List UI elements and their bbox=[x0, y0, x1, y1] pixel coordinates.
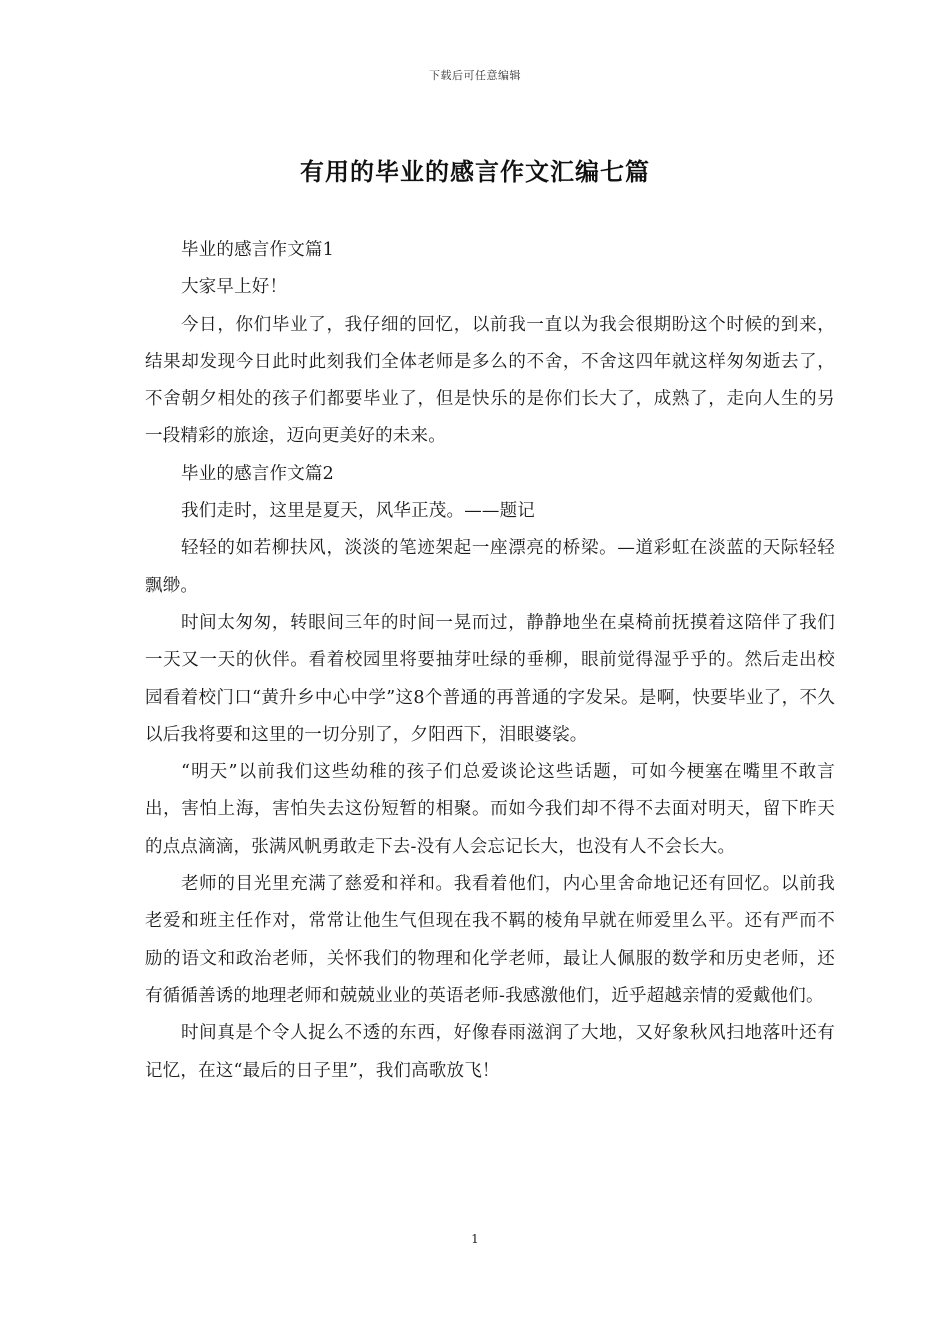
section-heading-2: 毕业的感言作文篇2 bbox=[181, 463, 334, 484]
section-heading-1: 毕业的感言作文篇1 bbox=[181, 240, 334, 260]
paragraph: 今日，你们毕业了，我仔细的回忆，以前我一直以为我会很期盼这个时候的到来，结果却发现今日此时此刻我们全体老师是多么的不舍，不舍这四年就这样匆匆逝去了，不舍朝夕相处的孩子们都要毕业了，但是快乐的是你们长大了，成熟了，走向人生的另一段精彩的旅途，迈向更美好的未来。 bbox=[145, 314, 835, 447]
paragraph: 时间太匆匆，转眼间三年的时间一晃而过，静静地坐在桌椅前抚摸着这陪伴了我们一天又一天的伙伴。看着校园里将要抽芽吐绿的垂柳，眼前觉得湿乎乎的。然后走出校园看着校门口“黄升乡中心中学”这8个普通的再普通的字发呆。是啊，快要毕业了，不久以后我将要和这里的一切分别了，夕阳西下，泪眼婆裟。 bbox=[145, 612, 835, 745]
header-note: 下载后可任意编辑 bbox=[429, 69, 521, 82]
paragraph: “明天”以前我们这些幼稚的孩子们总爱谈论这些话题，可如今梗塞在嘴里不敢言出，害怕上海，害怕失去这份短暂的相聚。而如今我们却不得不去面对明天，留下昨天的点点滴滴，张满风帆勇敢走下去-没有人会忘记长大，也没有人不会长大。 bbox=[145, 762, 835, 857]
paragraph: 时间真是个令人捉么不透的东西，好像春雨滋润了大地，又好象秋风扫地落叶还有记忆，在这“最后的日子里”，我们高歌放飞！ bbox=[145, 1023, 835, 1081]
greeting: 大家早上好！ bbox=[181, 277, 288, 298]
epigraph: 我们走时，这里是夏天，风华正茂。——题记 bbox=[181, 501, 535, 522]
paragraph: 轻轻的如若柳扶风，淡淡的笔迹架起一座漂亮的桥梁。—道彩虹在淡蓝的天际轻轻飘缈。 bbox=[145, 538, 835, 596]
paragraph: 老师的目光里充满了慈爱和祥和。我看着他们，内心里舍命地记还有回忆。以前我老爱和班主任作对，常常让他生气但现在我不羁的棱角早就在师爱里么平。还有严而不励的语文和政治老师，关怀我们的物理和化学老师，最让人佩服的数学和历史老师，还有循循善诱的地理老师和兢兢业业的英语老师-我感激他们，近乎超越亲情的爱戴他们。 bbox=[145, 874, 835, 1006]
document-title: 有用的毕业的感言作文汇编七篇 bbox=[300, 157, 650, 186]
document-body bbox=[145, 232, 835, 1090]
page-number: 1 bbox=[471, 1232, 479, 1246]
